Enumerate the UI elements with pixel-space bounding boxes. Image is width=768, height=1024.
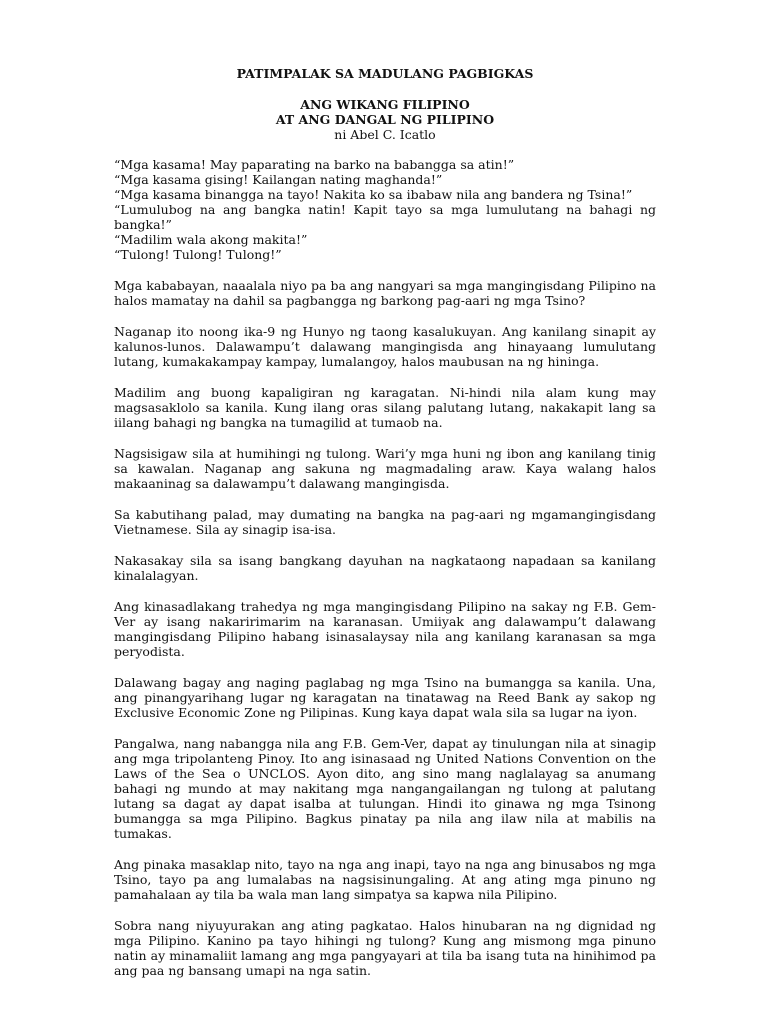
paragraph: Sa kabutihang palad, may dumating na bangka na pag-aari ng mgamangingisdang Vietnamese. Sila ay sinagip isa-isa. (114, 507, 656, 537)
paragraph: Mga kababayan, naaalala niyo pa ba ang nangyari sa mga mangingisdang Pilipino na halos mamatay na dahil sa pagbangga ng barkong pag-aari ng mga Tsino? (114, 278, 656, 308)
paragraph: Naganap ito noong ika-9 ng Hunyo ng taong kasalukuyan. Ang kanilang sinapit ay kalunos-lunos. Dalawampu’t dalawang mangingisda ang hinayaang lumulutang lutang, kumakakampay kampay, lumalangoy, halos maubusan na ng hininga. (114, 324, 656, 369)
paragraph: Dalawang bagay ang naging paglabag ng mga Tsino na bumangga sa kanila. Una, ang pinangyarihang lugar ng karagatan na tinatawag na Reed Bank ay sakop ng Exclusive Economic Zone ng Pilipinas. Kung kaya dapat wala sila sa lugar na iyon. (114, 675, 656, 720)
document-page (114, 66, 656, 1016)
quote-block (114, 157, 656, 262)
quote-line: “Tulong! Tulong! Tulong!” (114, 247, 282, 262)
quote-line: “Mga kasama gising! Kailangan nating maghanda!” (114, 172, 443, 187)
paragraph: Nagsisigaw sila at humihingi ng tulong. Wari’y mga huni ng ibon ang kanilang tinig sa kawalan. Naganap ang sakuna ng magmadaling araw. Kaya walang halos makaaninag sa dalawampu’t dalawang mangingisda. (114, 446, 656, 491)
paragraph: Madilim ang buong kapaligiran ng karagatan. Ni-hindi nila alam kung may magsasaklolo sa kanila. Kung ilang oras silang palutang lutang, nakakapit lang sa iilang bahagi ng bangka na tumagilid at tumaob na. (114, 385, 656, 430)
quote-line: “Madilim wala akong makita!” (114, 232, 308, 247)
page-title: PATIMPALAK SA MADULANG PAGBIGKAS (236, 66, 534, 81)
paragraph: Sobra nang niyuyurakan ang ating pagkatao. Halos hinubaran na ng dignidad ng mga Pilipino. Kanino pa tayo hihingi ng tulong? Kung ang mismong mga pinuno natin ay minamaliit lamang ang mga pangyayari at tila ba isang tuta na hinihimod pa ang paa ng bansang umapi na nga satin. (114, 918, 656, 978)
quote-line: “Mga kasama binangga na tayo! Nakita ko sa ibabaw nila ang bandera ng Tsina!” (114, 187, 633, 202)
quote-line: “Mga kasama! May paparating na barko na babangga sa atin!” (114, 157, 515, 172)
paragraph: Ang pinaka masaklap nito, tayo na nga ang inapi, tayo na nga ang binusabos ng mga Tsino, tayo pa ang lumalabas na nagsisinungaling. At ang ating mga pinuno ng pamahalaan ay tila ba wala man lang simpatya sa kapwa nila Pilipino. (114, 857, 656, 902)
subtitle-line-2: AT ANG DANGAL NG PILIPINO (275, 112, 495, 127)
quote-line: “Lumulubog na ang bangka natin! Kapit tayo sa mga lumulutang na bahagi ng bangka!” (114, 202, 656, 232)
paragraph: Pangalwa, nang nabangga nila ang F.B. Gem-Ver, dapat ay tinulungan nila at sinagip ang mga tripolanteng Pinoy. Ito ang isinasaad ng United Nations Convention on the Laws of the Sea o UNCLOS. Ayon dito, ang sino mang naglalayag sa anumang bahagi ng mundo at may nakitang mga nangangailangan ng tulong at palutang lutang sa dagat ay dapat isalba at tulungan. Hindi ito ginawa ng mga Tsinong bumangga sa mga Pilipino. Bagkus pinatay pa nila ang ilaw nila at mabilis na tumakas. (114, 736, 656, 841)
subtitle-line-1: ANG WIKANG FILIPINO (300, 97, 470, 112)
paragraph: Ang kinasadlakang trahedya ng mga mangingisdang Pilipino na sakay ng F.B. Gem-Ver ay isang nakaririmarim na karanasan. Umiiyak ang dalawampu’t dalawang mangingisdang Pilipino habang isinasalaysay nila ang kanilang karanasan sa mga peryodista. (114, 599, 656, 659)
author-byline: ni Abel C. Icatlo (334, 127, 436, 142)
paragraph: Nakasakay sila sa isang bangkang dayuhan na nagkataong napadaan sa kanilang kinalalagyan. (114, 553, 656, 583)
